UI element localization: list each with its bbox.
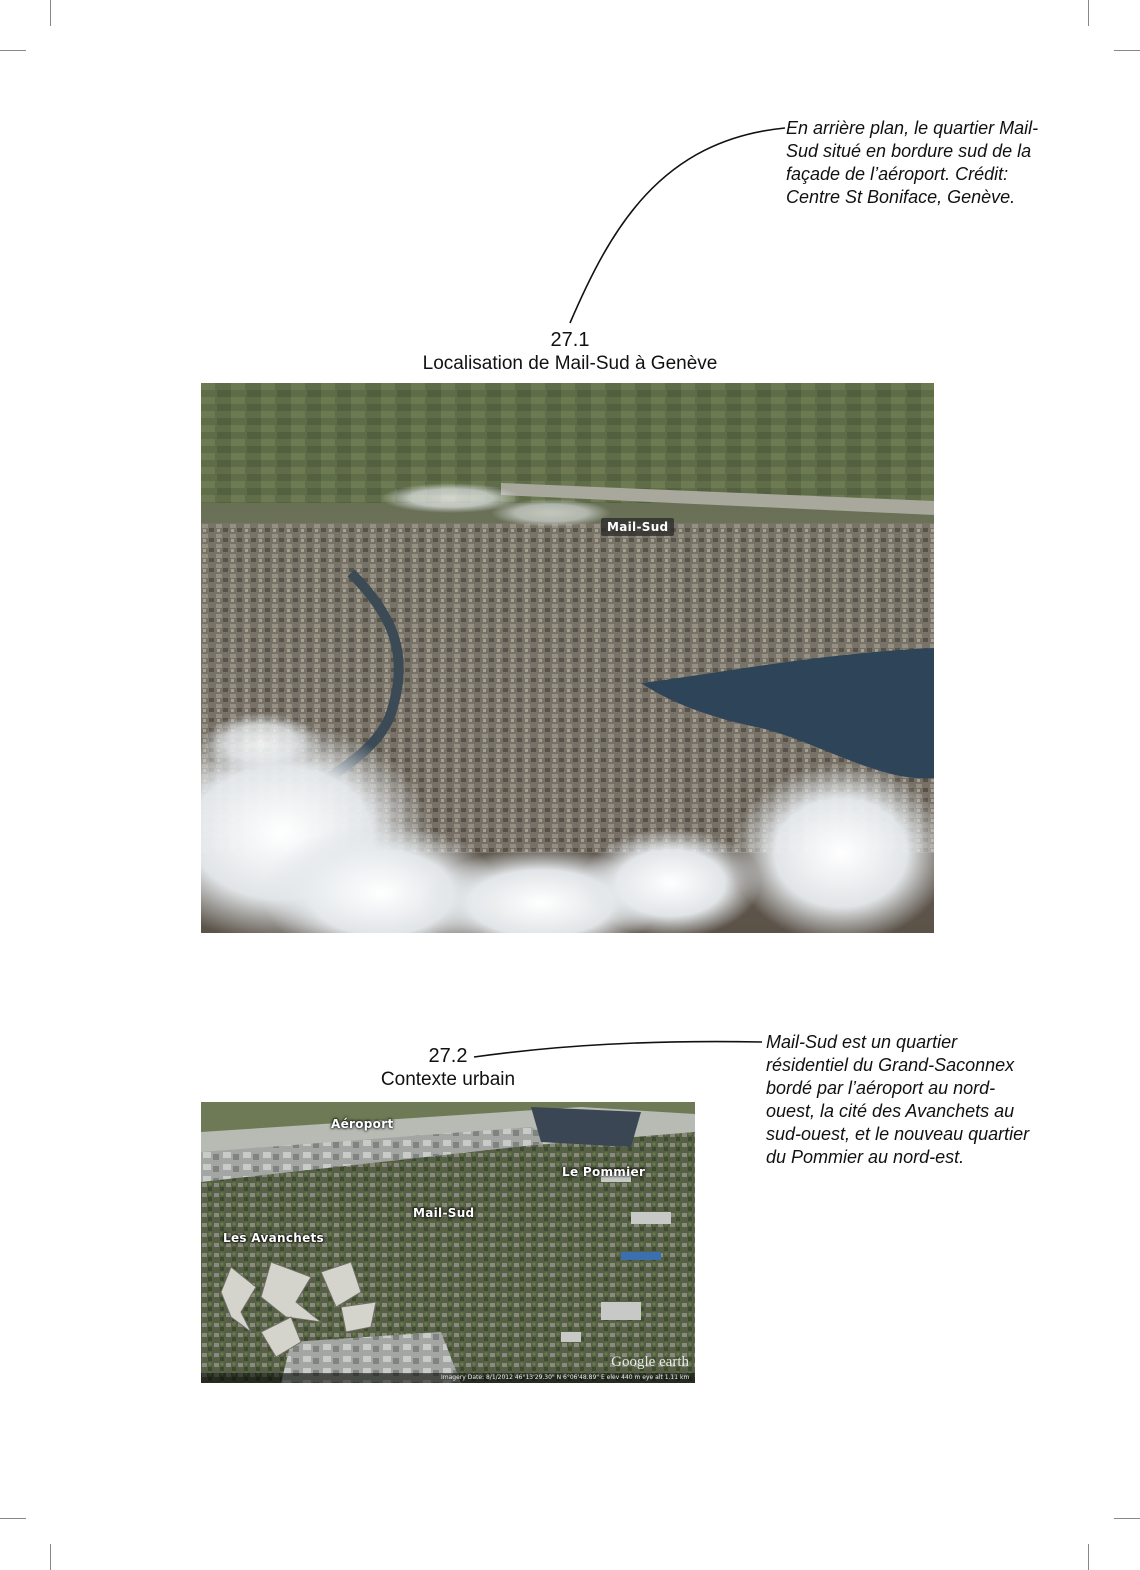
figure1-caption: En arrière plan, le quartier Mail-Sud situé en bordure sud de la façade de l’aéroport. Crédit: Centre St Boniface, Genève. <box>786 118 1039 207</box>
map-label-mail-sud: Mail-Sud <box>413 1206 475 1220</box>
figure2-title: Contexte urbain <box>380 1069 516 1090</box>
google-earth-watermark: Google earth <box>611 1354 689 1370</box>
aerial-geneva-illustration <box>201 383 934 933</box>
figure2-number: 27.2 <box>428 1045 468 1067</box>
figure1-number: 27.1 <box>550 329 590 351</box>
figure1-title: Localisation de Mail-Sud à Genève <box>422 353 718 374</box>
figure1-aerial-photo <box>201 383 934 933</box>
figure2-caption: Mail-Sud est un quartier résidentiel du Grand-Saconnex bordé par l’aéroport au nord-ouest, la cité des Avanchets au sud-ouest, et le nouveau quartier du Pommier au nord-est. <box>766 1032 1030 1167</box>
map-label-le-pommier: Le Pommier <box>562 1165 646 1179</box>
map-label-mail-sud: Mail-Sud <box>601 518 674 536</box>
figure1-heading <box>370 329 770 375</box>
figure2-heading <box>348 1045 548 1091</box>
imagery-info-bar <box>201 1373 695 1383</box>
imagery-info: Imagery Date: 8/1/2012 46°13'29.30" N 6°06'48.89" E elev 440 m eye alt 1.11 km <box>441 1374 690 1381</box>
figure2-satellite-photo <box>201 1102 695 1383</box>
leader-line-figure1 <box>570 128 785 323</box>
map-label-aeroport: Aéroport <box>331 1117 394 1131</box>
map-label-les-avanchets: Les Avanchets <box>223 1231 325 1245</box>
